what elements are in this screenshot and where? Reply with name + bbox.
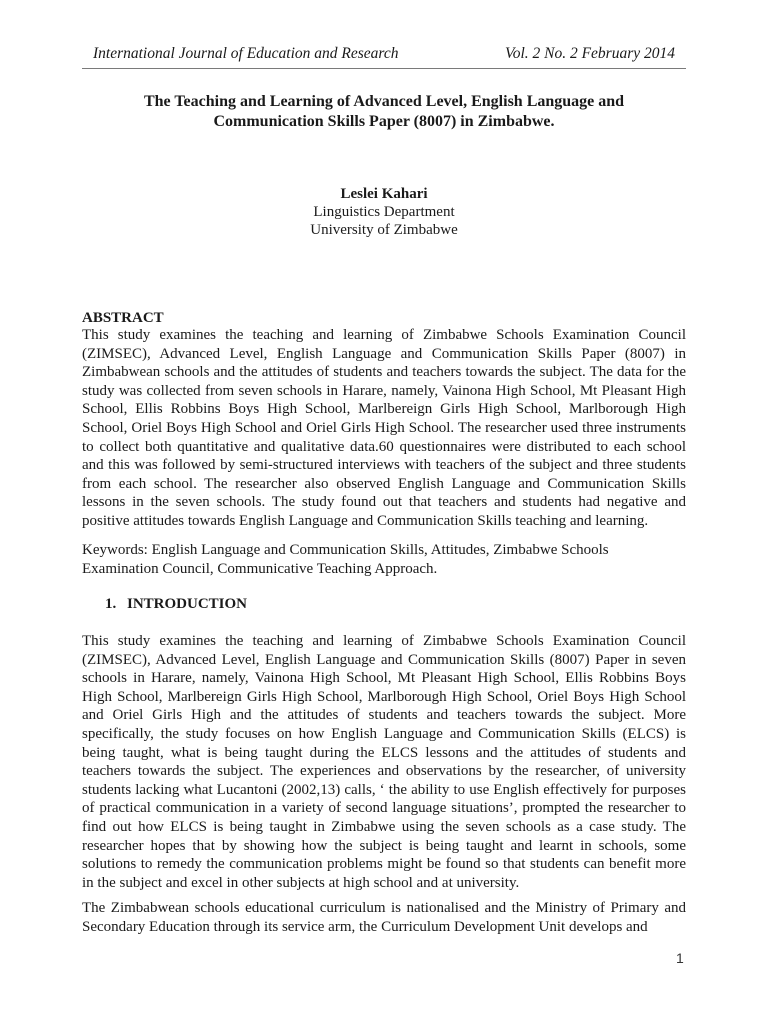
section-title: INTRODUCTION — [127, 596, 248, 612]
author-department: Linguistics Department — [313, 204, 455, 220]
title-line-1: The Teaching and Learning of Advanced Level, English Language and — [143, 93, 625, 110]
author-institution: University of Zimbabwe — [310, 222, 458, 238]
issue-info: Vol. 2 No. 2 February 2014 — [504, 45, 675, 62]
page-number: 1 — [676, 950, 684, 966]
journal-name: International Journal of Education and Research — [93, 45, 399, 62]
keywords-text: : English Language and Communication Skills, Attitudes, Zimbabwe Schools Examination Council, Communicative Teaching Approach. — [82, 542, 609, 577]
abstract-heading: ABSTRACT — [82, 310, 164, 326]
title-line-2: Communication Skills Paper (8007) in Zimbabwe. — [213, 113, 555, 130]
author-name: Leslei Kahari — [340, 186, 428, 202]
abstract-body: This study examines the teaching and learning of Zimbabwe Schools Examination Council (ZIMSEC), Advanced Level, English Language and Communication Skills Paper (8007) in Zimbabwean schools and the attitudes of students and teachers towards the subject. The data for the study was collected from seven schools in Harare, namely, Vainona High School, Mt Pleasant High School, Ellis Robbins Boys High School, Marlbereign Girls High School, Marlborough High School, Oriel Boys High School and Oriel Girls High School. The researcher used three instruments to collect both quantitative and qualitative data.60 questionnaires were distributed to each school and this was followed by semi-structured interviews with teachers of the subject and three students from each school. The researcher also observed English Language and Communication Skills lessons in the seven schools. The study found out that teachers and students had negative and positive attitudes towards English Language and Communication Skills teaching and learning. — [82, 327, 686, 529]
keywords-label: Keywords — [82, 542, 144, 558]
author-block — [82, 185, 686, 239]
keywords — [82, 541, 686, 578]
section-number: 1. — [105, 596, 117, 612]
introduction-paragraph-2: The Zimbabwean schools educational curriculum is nationalised and the Ministry of Primary and Secondary Education through its service arm, the Curriculum Development Unit develops and — [82, 900, 686, 935]
introduction-paragraph-1: This study examines the teaching and learning of Zimbabwe Schools Examination Council (ZIMSEC), Advanced Level, English Language and Communication Skills (8007) Paper in seven schools in Harare, namely, Vainona High School, Mt Pleasant High School, Ellis Robbins Boys High School, Marlbereign Girls High School, Marlborough High School, Oriel Boys High School and Oriel Girls High and the attitudes of students and teachers towards the subject. More specifically, the study focuses on how English Language and Communication Skills (ELCS) is being taught, what is being taught during the ELCS lessons and the attitudes of students and teachers towards the subject. The experiences and observations by the researcher, of university students lacking what Lucantoni (2002,13) calls, ‘ the ability to use English effectively for purposes of practical communication in a variety of second language situations’, prompted the researcher to find out how ELCS is being taught in Zimbabwe using the seven schools as a case study. The researcher hopes that by showing how the subject is being taught and learnt in schools, some solutions to remedy the communication problems might be found so that students can benefit more in the subject and excel in other subjects at high school and at university. — [82, 633, 686, 891]
paper-title — [82, 92, 686, 132]
running-header — [82, 44, 686, 69]
introduction-heading — [105, 595, 247, 613]
